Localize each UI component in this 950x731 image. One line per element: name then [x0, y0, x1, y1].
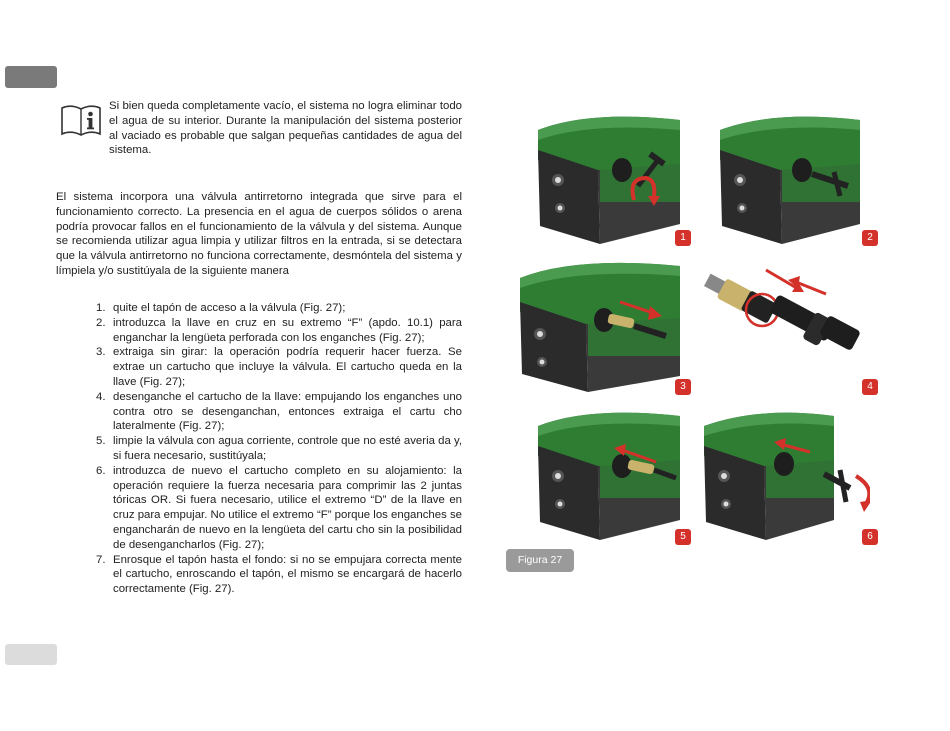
page-tab-bottom — [5, 644, 57, 665]
steps-list — [96, 301, 462, 597]
step-text: Enrosque el tapón hasta el fondo: si no se empujara correcta mente el cartucho, enroscando el tapón, el mismo se encargará de hacerlo correctamente (Fig. 27). — [113, 553, 462, 596]
page-tab-top — [5, 66, 57, 88]
panel-number-badge: 2 — [862, 230, 878, 246]
figure-panel-5 — [530, 404, 700, 544]
step-text: extraiga sin girar: la operación podría requerir hacer fuerza. Se extrae un cartucho que incluye la válvula. El cartucho queda en la llave (Fig. 27); — [113, 346, 462, 388]
step-number: 1. — [96, 302, 106, 314]
panel-number-badge: 6 — [862, 529, 878, 545]
figure-caption: Figura 27 — [506, 549, 574, 572]
figure-panel-3 — [516, 256, 686, 396]
list-item — [96, 316, 462, 346]
step-text: desenganche el cartucho de la llave: empujando los enganches uno contra otro se desenganchan, entonces extraiga el cartu cho lateralmente (Fig. 27); — [113, 390, 462, 433]
list-item — [96, 301, 462, 316]
step-text: introduzca de nuevo el cartucho completo en su alojamiento: la operación requiere la fuerza necesaria para comprimir las 2 juntas tóricas OR. Si fuera necesario, utilice el extremo “D” de la llave en cruz para empujar. No utilice el extremo “F” porque los enganches se engancharán de nuevo en la lengüeta del cartu cho sin la posibilidad de desengancharlos (Fig. 27); — [113, 464, 462, 551]
intro-paragraph: El sistema incorpora una válvula antirretorno integrada que sirve para el funcionamiento correcto. La presencia en el agua de cuerpos sólidos o arena podría provocar fallos en el funcionamiento de la válvula y del sistema. Aunque se recomienda utilizar agua limpia y utilizar filtros en la entrada, si se detectara que la válvula antirretorno no funciona correctamente, desmóntela del sistema y límpiela y/o sustitúyala de la siguiente manera — [56, 191, 462, 277]
step-text: limpie la válvula con agua corriente, controle que no esté averia da y, si fuera necesario, sustitúyala; — [113, 435, 462, 462]
list-item — [96, 464, 462, 553]
step-number: 5. — [96, 435, 106, 448]
step-number: 4. — [96, 390, 106, 403]
figure-panel-6 — [700, 404, 870, 544]
step-number: 7. — [96, 553, 106, 566]
panel-number-badge: 3 — [675, 379, 691, 395]
list-item — [96, 345, 462, 389]
figure-panel-2 — [714, 108, 884, 248]
panel-number-badge: 5 — [675, 529, 691, 545]
note-text: Si bien queda completamente vacío, el sistema no logra eliminar todo el agua de su interior. Durante la manipulación del sistema posterior al vaciado es probable que salgan pequeñas cantidades de agua del sistema. — [109, 100, 462, 157]
figure-panel-4 — [700, 256, 870, 396]
panel-number-badge: 1 — [675, 230, 691, 246]
figure-panel-1 — [530, 108, 700, 248]
list-item — [96, 434, 462, 464]
step-text: introduzca la llave en cruz en su extremo “F” (apdo. 10.1) para enganchar la lengüeta perforada con los enganches (Fig. 27); — [113, 316, 462, 344]
list-item — [96, 553, 462, 597]
step-number: 6. — [96, 464, 106, 477]
panel-number-badge: 4 — [862, 379, 878, 395]
step-text: quite el tapón de acceso a la válvula (Fig. 27); — [113, 302, 346, 314]
step-number: 3. — [96, 346, 106, 359]
step-number: 2. — [96, 316, 106, 329]
list-item — [96, 390, 462, 434]
info-book-icon — [60, 102, 102, 138]
